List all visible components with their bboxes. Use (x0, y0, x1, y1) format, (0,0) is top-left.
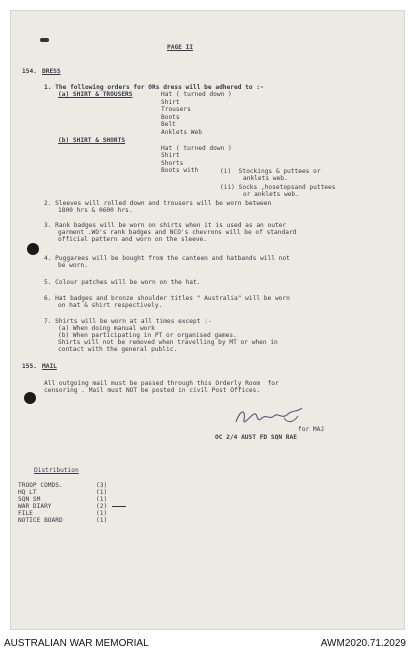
item-7-line: Shirts will not be removed when travelling by MT or when in (58, 339, 278, 346)
option-a-item: Belt (161, 121, 176, 128)
signature-for-maj: for MAJ (298, 426, 325, 433)
option-b-sub-ii-cont: or anklets web. (243, 191, 299, 198)
punch-hole-low (24, 392, 36, 404)
tick-mark (112, 506, 126, 507)
punch-hole-mid (27, 243, 39, 255)
distribution-name: HQ LT (18, 489, 37, 496)
option-b-item: Shirt (161, 152, 180, 159)
item-7-line: contact with the general public. (58, 346, 178, 353)
archive-footer (0, 636, 414, 653)
item-3-line: garment .WO's rank badges and NCO's chevrons will be of standard (58, 229, 297, 236)
item-4-line: 4. Puggarees will be bought from the canteen and hatbands will not (44, 255, 290, 262)
option-a-label: (a) SHIRT & TROUSERS (58, 91, 133, 98)
item-3-line: official pattern and worn on the sleeve. (58, 236, 208, 243)
item-7-line: (a) When doing manual work (58, 325, 155, 332)
top-corner-mark (40, 38, 49, 42)
item-4-line: be worn. (58, 262, 88, 269)
distribution-count: (3) (96, 482, 108, 489)
distribution-name: NOTICE BOARD (18, 517, 63, 524)
mail-text-line: censoring . Mail must NOT be posted in civil Post Offices. (44, 387, 261, 394)
item-2-line: 1800 hrs & 0600 hrs. (58, 207, 133, 214)
option-b-item: Boots with (161, 167, 199, 174)
option-b-item: Shorts (161, 160, 184, 167)
signature-unit: OC 2/4 AUST FD SQN RAE (215, 434, 297, 441)
distribution-name: TROOP COMDS. (18, 482, 63, 489)
footer-accession-number: AWM2020.71.2029 (320, 638, 406, 649)
section-155-title: MAIL (42, 363, 57, 370)
item-3-line: 3. Rank badges will be worn on shirts when it is used as an outer (44, 222, 287, 229)
distribution-name: FILE (18, 510, 33, 517)
item-1-intro: 1. The following orders for ORs dress will be adhered to :- (44, 84, 264, 91)
option-a-item: Shirt (161, 99, 180, 106)
option-a-item: Hat ( turned down ) (161, 91, 232, 98)
section-154-title: DRESS (42, 68, 61, 75)
item-2-line: 2. Sleeves will rolled down and trousers will be worn between (44, 200, 272, 207)
distribution-title: Distribution (34, 467, 79, 474)
footer-institution: AUSTRALIAN WAR MEMORIAL (4, 638, 149, 649)
option-b-sub-i: (i) Stockings & puttees or (220, 168, 321, 175)
distribution-count: (2) (96, 503, 108, 510)
item-5-line: 5. Colour patches will be worn on the hat. (44, 279, 201, 286)
option-b-label: (b) SHIRT & SHORTS (58, 137, 126, 144)
option-a-item: Anklets Web (161, 129, 202, 136)
option-a-item: Boots (161, 114, 180, 121)
option-b-sub-i-cont: anklets web. (243, 175, 288, 182)
section-154-number: 154. (22, 68, 37, 75)
page-heading: PAGE II (167, 44, 194, 51)
item-6-line: 6. Hat badges and bronze shoulder titles " Australia" will be worn (44, 295, 290, 302)
item-6-line: on hat & shirt respectively. (58, 302, 163, 309)
section-155-number: 155. (22, 363, 37, 370)
distribution-count: (1) (96, 510, 108, 517)
mail-text-line: All outgoing mail must be passed through this Orderly Room for (44, 380, 279, 387)
distribution-count: (1) (96, 517, 108, 524)
distribution-name: WAR DIARY (18, 503, 52, 510)
option-b-sub-ii: (ii) Socks ,hosetopsand puttees (220, 184, 336, 191)
distribution-name: SQN SM (18, 496, 41, 503)
distribution-count: (1) (96, 489, 108, 496)
item-7-line: (b) When participating in PT or organised games. (58, 332, 237, 339)
item-7-line: 7. Shirts will be worn at all times except :- (44, 318, 212, 325)
option-b-item: Hat ( turned down ) (161, 145, 232, 152)
option-a-item: Trousers (161, 106, 191, 113)
distribution-count: (1) (96, 496, 108, 503)
